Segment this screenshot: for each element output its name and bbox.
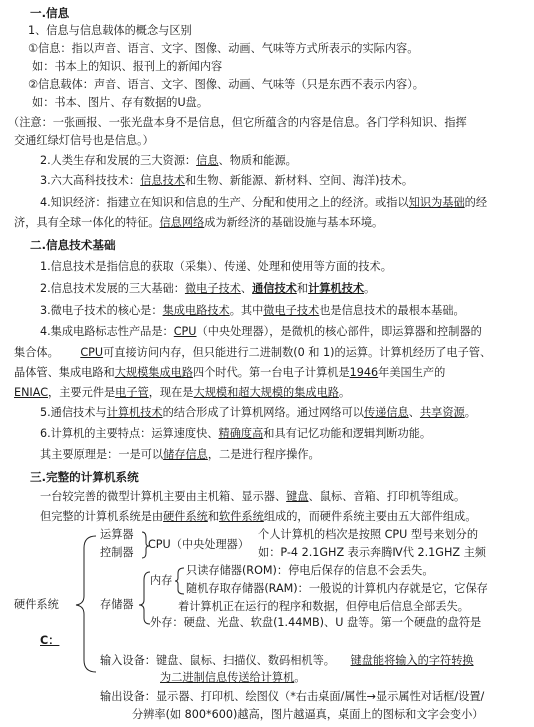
text-line: 1、信息与信息载体的概念与区别: [28, 24, 192, 37]
text-line: 1.信息技术是指信息的获取（采集）、传递、处理和使用等方面的技术。: [40, 260, 392, 273]
text-line: 3.微电子技术的核心是：集成电路技术。其中微电子技术也是信息技术的最根本基础。: [40, 304, 465, 317]
section-1-title: 一.信息: [30, 6, 70, 20]
text-line: 济，具有全球一体化的特征。信息网络成为新经济的基础设施与基本环境。: [14, 216, 384, 229]
controller-label: 控制器: [100, 546, 134, 559]
hardware-system-label: 硬件系统: [14, 598, 59, 611]
text-line: 4.集成电路标志性产品是：CPU（中央处理器），是微机的核心部件，即运算器和控制器的: [40, 325, 482, 338]
ram-line-2: 着计算机正在运行的程序和数据，但停电后信息全部丢失。: [178, 600, 469, 613]
text-line: 5.通信技术与计算机技术的结合形成了计算机网络。通过网络可以传递信息、共享资源。: [40, 406, 476, 419]
text-line: 2.信息技术发展的三大基础：微电子技术、通信技术和计算机技术。: [40, 282, 376, 295]
external-memory-line: 外存：硬盘、光盘、软盘(1.44MB)、U 盘等。第一个硬盘的盘符是: [150, 616, 482, 629]
text-line: 如：书本上的知识、报刊上的新闻内容: [32, 60, 223, 73]
rom-line: 只读存储器(ROM)：停电后保存的信息不会丢失。: [186, 564, 434, 577]
text-line: 6.计算机的主要特点：运算速度快、精确度高和具有记忆功能和逻辑判断功能。: [40, 427, 432, 440]
output-devices-line: 输出设备：显示器、打印机、绘图仪（*右击桌面/属性→显示属性对话框/设置/: [100, 690, 485, 703]
text-line: 集合体。 CPU可直接访问内存，但只能进行二进制数(0 和 1)的运算。计算机经历了电子管、: [14, 346, 492, 359]
storage-label: 存储器: [100, 598, 134, 611]
drive-letter: C：: [40, 634, 60, 647]
text-line: ②信息载体：声音、语言、文字、图像、动画、气味等（只是东西不表示内容）。: [28, 78, 424, 91]
text-line: 交通红绿灯信号也是信息。）: [14, 134, 154, 147]
text-line: 晶体管、集成电路和大规模集成电路四个时代。第一台电子计算机是1946年美国生产的: [14, 366, 446, 379]
text-line: ①信息：指以声音、语言、文字、图像、动画、气味等方式所表示的实际内容。: [28, 42, 419, 55]
alu-label: 运算器: [100, 528, 134, 541]
input-devices-line-2: 为二进制信息传送给计算机。: [160, 671, 306, 684]
text-line: 2.人类生存和发展的三大资源：信息、物质和能源。: [40, 154, 297, 167]
text-line: （注意：一张画报、一张光盘本身不是信息，但它所蕴含的内容是信息。各门学科知识、指挥: [8, 116, 467, 129]
cpu-label: CPU（中央处理器）: [148, 538, 250, 551]
text-line: 3.六大高科技技术：信息技术和生物、新能源、新材料、空间、海洋)技术。: [40, 174, 414, 187]
section-3-title: 三.完整的计算机系统: [30, 470, 139, 484]
text-line: 4.知识经济：指建立在知识和信息的生产、分配和使用之上的经济。或指以知识为基础的经: [40, 196, 488, 209]
text-line: 但完整的计算机系统是由硬件系统和软件系统组成的，而硬件系统主要由五大部件组成。: [40, 510, 477, 523]
cpu-note-1: 个人计算机的档次是按照 CPU 型号来划分的: [258, 528, 479, 541]
section-2-title: 二.信息技术基础: [30, 238, 116, 252]
text-line: 一台较完善的微型计算机主要由主机箱、显示器、键盘、鼠标、音箱、打印机等组成。: [40, 490, 466, 503]
internal-memory-label: 内存: [150, 574, 173, 587]
text-line: ENIAC，主要元件是电子管，现在是大规模和超大规模的集成电路。: [14, 386, 351, 399]
text-line: 如：书本、图片、存有数据的U盘。: [32, 96, 209, 109]
output-devices-line-2: 分辨率(如 800*600)越高，图片越逼真，桌面上的图标和文字会变小）: [132, 708, 484, 721]
input-devices-line: 输入设备：键盘、鼠标、扫描仪、数码相机等。 键盘能将输入的字符转换: [100, 654, 474, 667]
ram-line: 随机存取存储器(RAM)：一般说的计算机内存就是它，它保存: [186, 582, 488, 595]
text-line: 其主要原理是：一是可以储存信息，二是进行程序操作。: [40, 448, 320, 461]
cpu-note-2: 如：P-4 2.1GHZ 表示奔腾Ⅳ代 2.1GHZ 主频: [258, 546, 486, 559]
